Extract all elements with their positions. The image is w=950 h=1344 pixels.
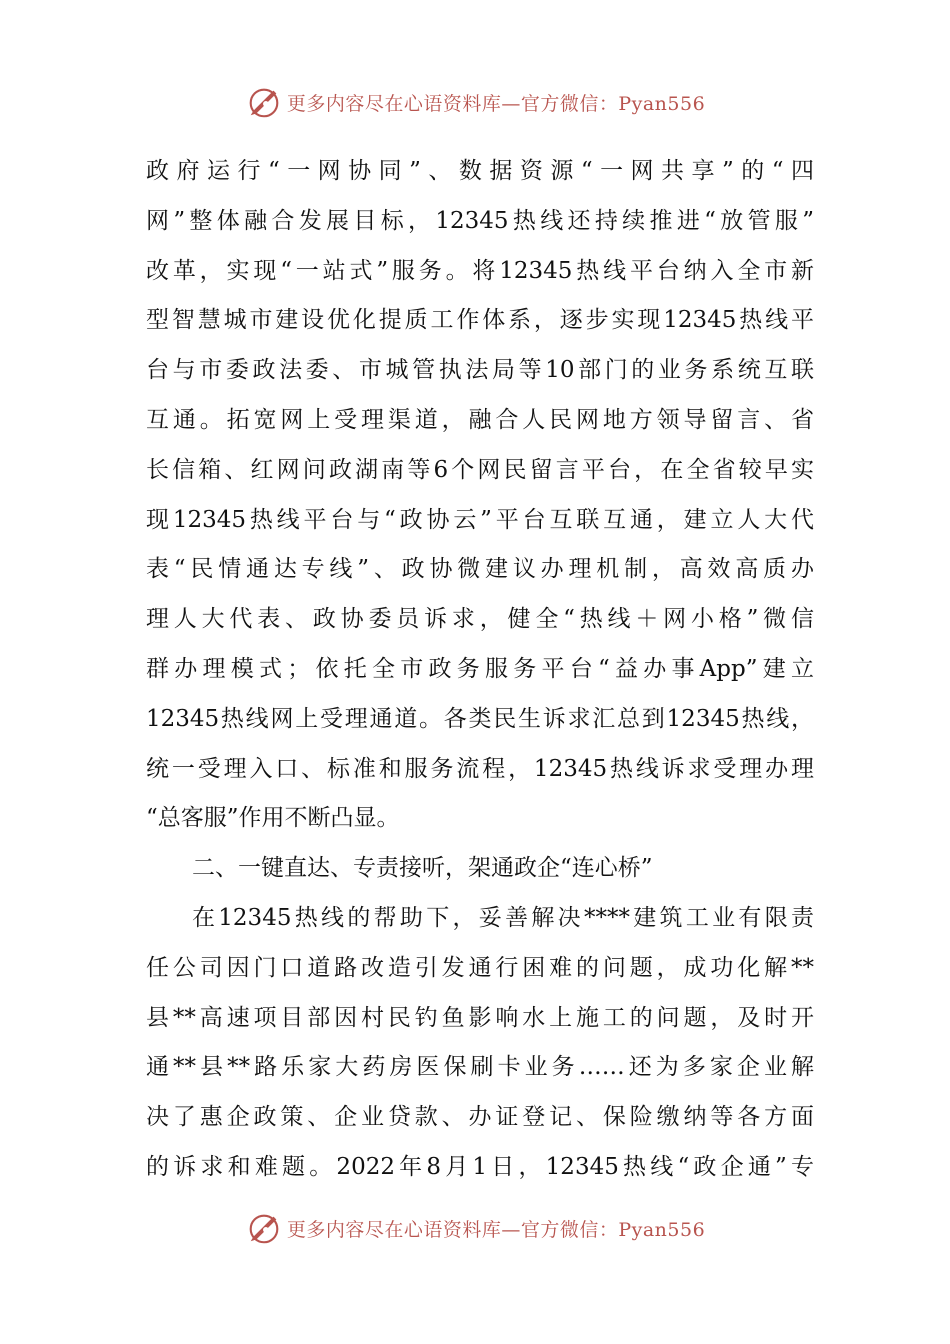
body-line: 任公司因门口道路改造引发通行困难的问题，成功化解** xyxy=(146,954,814,981)
body-line: 群办理模式；依托全市政务服务平台“益办事App”建立 xyxy=(146,655,814,682)
body-line: 改革，实现“一站式”服务。将12345热线平台纳入全市新 xyxy=(146,257,814,284)
body-line: 12345热线网上受理通道。各类民生诉求汇总到12345热线， xyxy=(146,705,814,732)
body-line: 表“民情通达专线”、政协微建议办理机制，高效高质办 xyxy=(146,556,814,583)
pen-circle-icon xyxy=(245,1209,283,1247)
body-line: 统一受理入口、标准和服务流程，12345热线诉求受理办理 xyxy=(146,755,814,782)
pen-circle-icon xyxy=(245,83,283,121)
body-line: 长信箱、红网问政湖南等6个网民留言平台，在全省较早实 xyxy=(146,456,814,483)
footer-banner xyxy=(0,1208,950,1248)
body-line: 理人大代表、政协委员诉求，健全“热线＋网小格”微信 xyxy=(146,606,814,633)
body-line: 台与市委政法委、市城管执法局等10部门的业务系统互联 xyxy=(146,357,814,384)
body-line: “总客服”作用不断凸显。 xyxy=(146,805,400,832)
body-line: 决了惠企政策、企业贷款、办证登记、保险缴纳等各方面 xyxy=(146,1104,814,1131)
body-line: 现12345热线平台与“政协云”平台互联互通，建立人大代 xyxy=(146,506,814,533)
footer-banner-text: 更多内容尽在心语资料库—官方微信：Pyan556 xyxy=(286,1218,706,1241)
body-line: 县**高速项目部因村民钓鱼影响水上施工的问题，及时开 xyxy=(146,1004,814,1031)
section-heading: 二、一键直达、专责接听，架通政企“连心桥” xyxy=(192,855,653,882)
body-line: 在12345热线的帮助下，妥善解决****建筑工业有限责 xyxy=(192,904,814,931)
body-line: 网”整体融合发展目标，12345热线还持续推进“放管服” xyxy=(146,207,814,234)
header-banner-text: 更多内容尽在心语资料库—官方微信：Pyan556 xyxy=(286,92,706,115)
body-line: 政府运行“一网协同”、数据资源“一网共享”的“四 xyxy=(146,158,814,184)
body-line: 型智慧城市建设优化提质工作体系，逐步实现12345热线平 xyxy=(146,307,814,334)
header-banner xyxy=(0,82,950,122)
body-line: 通**县**路乐家大药房医保刷卡业务……还为多家企业解 xyxy=(146,1054,814,1081)
document-body xyxy=(146,147,814,1193)
body-line: 互通。拓宽网上受理渠道，融合人民网地方领导留言、省 xyxy=(146,406,814,433)
body-line: 的诉求和难题。2022年8月1日，12345热线“政企通”专 xyxy=(146,1153,814,1180)
